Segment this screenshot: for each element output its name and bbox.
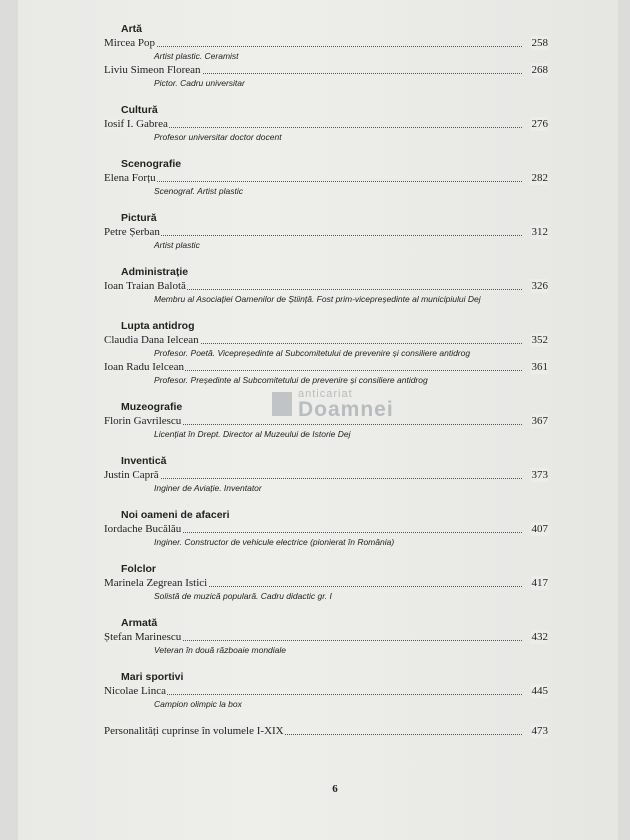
entry-name: Ioan Traian Balotă [104, 280, 186, 292]
toc-entry [104, 576, 548, 590]
category-heading: Noi oameni de afaceri [121, 509, 230, 521]
entry-page-number: 352 [531, 334, 548, 346]
toc-entry [104, 468, 548, 482]
category-heading: Artă [121, 23, 143, 35]
entry-name: Nicolae Linca [104, 685, 166, 697]
toc-entry [104, 63, 548, 77]
toc-final-entry [104, 724, 548, 738]
category-heading: Mari sportivi [121, 671, 184, 683]
entry-page-number: 373 [531, 469, 548, 481]
entry-description: Inginer de Aviație. Inventator [154, 483, 262, 493]
category-heading: Scenografie [121, 158, 182, 170]
toc-section [104, 508, 548, 548]
toc-entry [104, 225, 548, 239]
entry-description: Artist plastic. Ceramist [154, 51, 239, 61]
toc-section [104, 562, 548, 602]
dot-leader [104, 478, 522, 479]
watermark-logo [272, 388, 402, 422]
category-heading: Administrație [121, 266, 189, 278]
entry-name: Ștefan Marinescu [104, 631, 182, 643]
entry-name: Justin Capră [104, 469, 159, 481]
watermark-top-text: anticariat [298, 388, 353, 400]
table-of-contents [104, 22, 548, 738]
toc-entry [104, 684, 548, 698]
dot-leader [104, 181, 522, 182]
watermark-main-text: Doamnei [298, 398, 394, 421]
toc-entry [104, 279, 548, 293]
entry-name: Liviu Simeon Florean [104, 64, 201, 76]
entry-page-number: 445 [531, 685, 548, 697]
entry-description: Solistă de muzică populară. Cadru didactic gr. I [154, 591, 332, 601]
entry-page-number: 367 [531, 415, 548, 427]
category-heading: Pictură [121, 212, 157, 224]
entry-description: Artist plastic [154, 240, 200, 250]
entry-name: Florin Gavrilescu [104, 415, 182, 427]
toc-entry [104, 630, 548, 644]
entry-name: Mircea Pop [104, 37, 156, 49]
entry-description: Profesor. Președinte al Subcomitetului de prevenire și consiliere antidrog [154, 375, 428, 385]
toc-entry [104, 117, 548, 131]
entry-page-number: 417 [531, 577, 548, 589]
final-entry-name: Personalități cuprinse în volumele I-XIX [104, 725, 284, 737]
entry-name: Marinela Zegrean Istici [104, 577, 208, 589]
toc-section [104, 265, 548, 305]
page-number: 6 [332, 783, 338, 795]
final-entry-page-number: 473 [531, 725, 548, 737]
entry-page-number: 407 [531, 523, 548, 535]
toc-entry [104, 333, 548, 347]
toc-section [104, 319, 548, 386]
toc-entry [104, 171, 548, 185]
category-heading: Folclor [121, 563, 157, 575]
entry-name: Ioan Radu Ielcean [104, 361, 185, 373]
entry-description: Profesor universitar doctor docent [154, 132, 282, 142]
entry-description: Licențiat în Drept. Director al Muzeului de Istorie Dej [154, 429, 351, 439]
entry-page-number: 326 [531, 280, 548, 292]
entry-name: Iordache Bucălău [104, 523, 182, 535]
category-heading: Inventică [121, 455, 167, 467]
entry-description: Membru al Asociației Oamenilor de Știință. Fost prim-vicepreședinte al municipiului Dej [154, 294, 481, 304]
toc-section [104, 157, 548, 197]
toc-entry [104, 36, 548, 50]
toc-section [104, 454, 548, 494]
toc-entry [104, 360, 548, 374]
toc-section [104, 616, 548, 656]
toc-section [104, 211, 548, 251]
toc-entry [104, 522, 548, 536]
category-heading: Muzeografie [121, 401, 183, 413]
entry-page-number: 268 [531, 64, 548, 76]
toc-section [104, 103, 548, 143]
entry-page-number: 361 [531, 361, 548, 373]
entry-name: Claudia Dana Ielcean [104, 334, 199, 346]
entry-page-number: 282 [531, 172, 548, 184]
dot-leader [104, 235, 522, 236]
entry-page-number: 432 [531, 631, 548, 643]
entry-page-number: 276 [531, 118, 548, 130]
entry-name: Elena Forțu [104, 172, 156, 184]
toc-section [104, 22, 548, 89]
dot-leader [104, 46, 522, 47]
entry-description: Profesor. Poetă. Vicepreședinte al Subcomitetului de prevenire și consiliere antidrog [154, 348, 471, 358]
category-heading: Lupta antidrog [121, 320, 195, 332]
category-heading: Cultură [121, 104, 158, 116]
entry-description: Scenograf. Artist plastic [154, 186, 243, 196]
entry-description: Inginer. Constructor de vehicule electrice (pionierat în România) [154, 537, 395, 547]
entry-description: Veteran în două războaie mondiale [154, 645, 286, 655]
watermark-mark [272, 392, 292, 416]
entry-name: Iosif I. Gabrea [104, 118, 168, 130]
entry-name: Petre Șerban [104, 226, 160, 238]
entry-description: Pictor. Cadru universitar [154, 78, 245, 88]
category-heading: Armată [121, 617, 158, 629]
toc-section [104, 670, 548, 710]
entry-page-number: 258 [531, 37, 548, 49]
entry-description: Campion olimpic la box [154, 699, 242, 709]
entry-page-number: 312 [531, 226, 548, 238]
